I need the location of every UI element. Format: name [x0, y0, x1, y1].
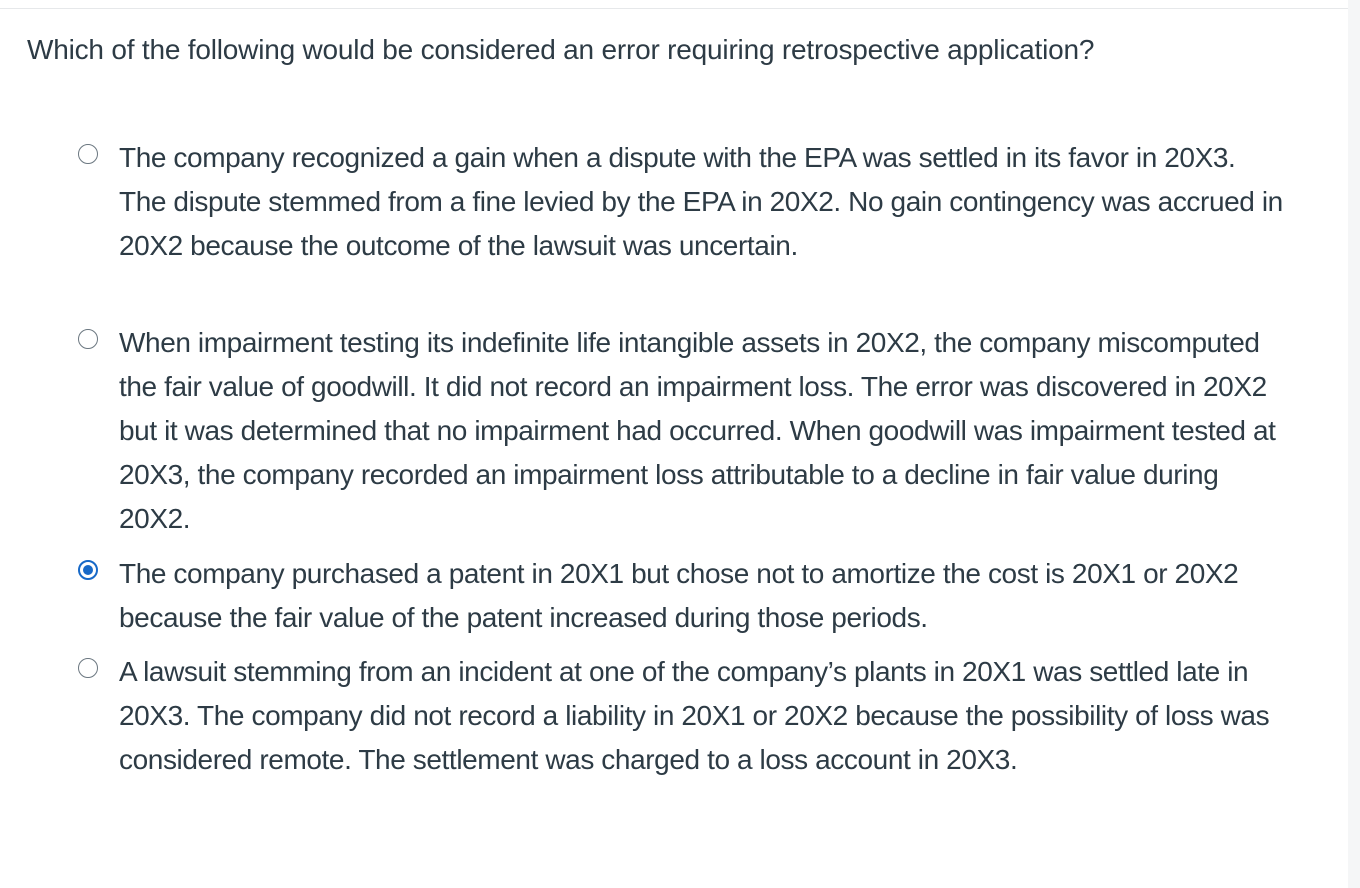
question-text: Which of the following would be considered an error requiring retrospective application? [27, 34, 1095, 65]
page-scroll-gutter [1348, 0, 1360, 888]
radio-button-icon[interactable] [78, 560, 98, 580]
radio-button-icon[interactable] [78, 144, 98, 164]
answer-option-2-text[interactable]: When impairment testing its indefinite life intangible assets in 20X2, the company miscomputed the fair value of goodwill. It did not record an impairment loss. The error was discovered in 20X2 but it was determined that no impairment had occurred. When goodwill was impairment tested at 20X3, the company recorded an impairment loss attributable to a decline in fair value during 20X2. [119, 327, 1276, 534]
radio-button-icon[interactable] [78, 329, 98, 349]
answer-option-3-text[interactable]: The company purchased a patent in 20X1 but chose not to amortize the cost is 20X1 or 20X2 because the fair value of the patent increased during those periods. [119, 558, 1239, 633]
answer-option-1-text[interactable]: The company recognized a gain when a dispute with the EPA was settled in its favor in 20X3. The dispute stemmed from a fine levied by the EPA in 20X2. No gain contingency was accrued in 20X2 because the outcome of the lawsuit was uncertain. [119, 142, 1283, 261]
answer-option-4-text[interactable]: A lawsuit stemming from an incident at one of the company’s plants in 20X1 was settled late in 20X3. The company did not record a liability in 20X1 or 20X2 because the possibility of loss was considered remote. The settlement was charged to a loss account in 20X3. [119, 656, 1270, 775]
radio-button-icon[interactable] [78, 658, 98, 678]
